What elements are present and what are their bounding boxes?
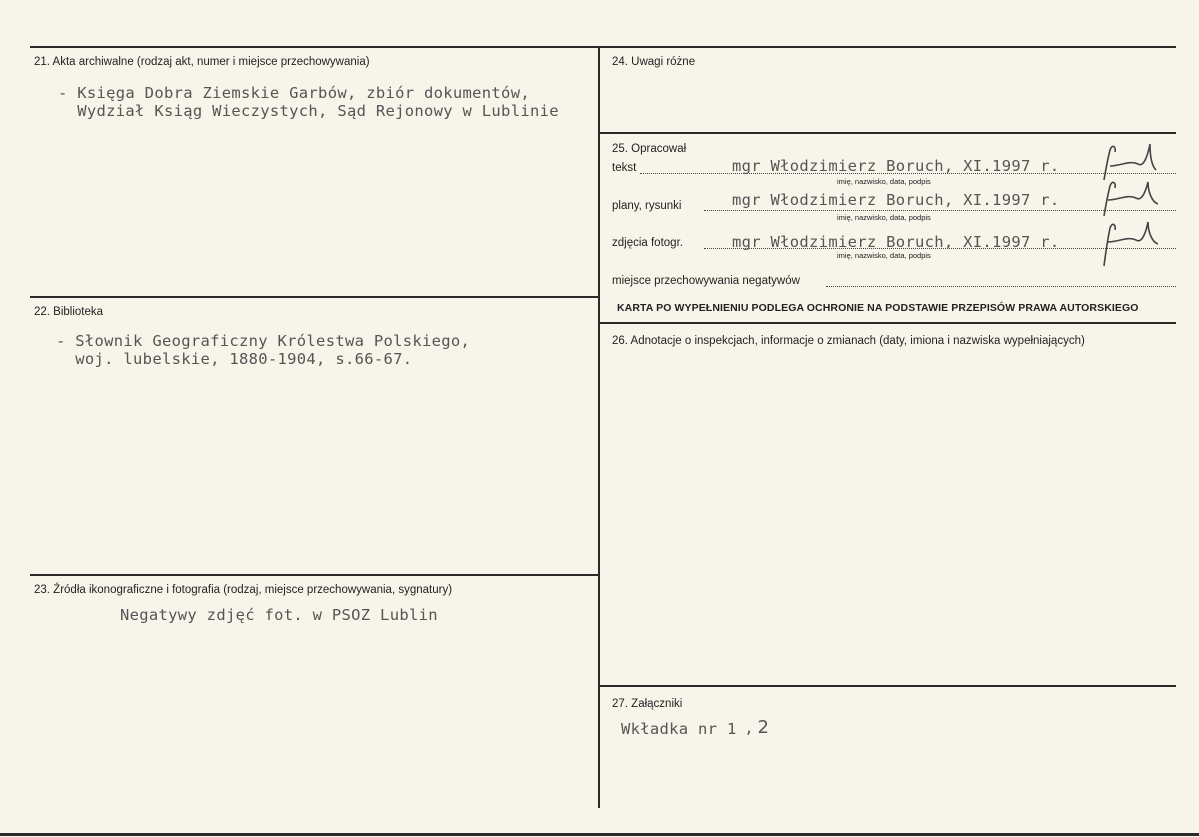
bottom-border <box>0 833 1199 836</box>
divider-22-23 <box>30 574 598 576</box>
section-21-line-1: - Księga Dobra Ziemskie Garbów, zbiór dokumentów, <box>58 84 530 102</box>
signature-plans-row <box>1096 176 1168 220</box>
author-row-text-hint: imię, nazwisko, data, podpis <box>837 177 931 186</box>
section-24-label: 24. Uwagi różne <box>612 56 696 68</box>
divider-21-22 <box>30 296 598 298</box>
center-divider <box>598 46 600 808</box>
section-22-label: 22. Biblioteka <box>34 306 104 318</box>
divider-26-27 <box>600 685 1176 687</box>
divider-25-26 <box>600 322 1176 324</box>
attachment-typed: Wkładka nr 1 <box>621 720 737 738</box>
section-22-line-1: - Słownik Geograficzny Królestwa Polskiego, <box>56 332 471 350</box>
signature-photos-row <box>1096 218 1168 268</box>
attachment-handwritten: , 2 <box>746 717 769 738</box>
top-border <box>30 46 1176 48</box>
copyright-note: KARTA PO WYPEŁNIENIU PODLEGA OCHRONIE NA PODSTAWIE PRZEPISÓW PRAWA AUTORSKIEGO <box>617 302 1139 314</box>
divider-24-25 <box>600 132 1176 134</box>
author-row-text-label: tekst <box>612 162 637 174</box>
author-row-photos-label: zdjęcia fotogr. <box>612 237 683 249</box>
section-21-line-2: Wydział Ksiąg Wieczystych, Sąd Rejonowy w Lublinie <box>58 102 559 120</box>
author-row-text-value: mgr Włodzimierz Boruch, XI.1997 r. <box>732 157 1060 175</box>
author-row-plans-value: mgr Włodzimierz Boruch, XI.1997 r. <box>732 191 1060 209</box>
section-25-label: 25. Opracował <box>612 143 687 155</box>
section-26-label: 26. Adnotacje o inspekcjach, informacje o zmianach (daty, imiona i nazwiska wypełniających) <box>612 335 1085 347</box>
section-27-label: 27. Załączniki <box>612 698 683 710</box>
section-23-label: 23. Źródła ikonograficzne i fotografia (rodzaj, miejsce przechowywania, sygnatury) <box>34 584 453 596</box>
author-row-plans-label: plany, rysunki <box>612 200 682 212</box>
negatives-location-label: miejsce przechowywania negatywów <box>612 275 800 287</box>
section-23-line-1: Negatywy zdjęć fot. w PSOZ Lublin <box>120 606 438 624</box>
author-row-plans-hint: imię, nazwisko, data, podpis <box>837 213 931 222</box>
section-22-line-2: woj. lubelskie, 1880-1904, s.66-67. <box>56 350 413 368</box>
author-row-photos-hint: imię, nazwisko, data, podpis <box>837 251 931 260</box>
author-row-photos-value: mgr Włodzimierz Boruch, XI.1997 r. <box>732 233 1060 251</box>
negatives-location-dots <box>826 286 1176 287</box>
section-21-label: 21. Akta archiwalne (rodzaj akt, numer i miejsce przechowywania) <box>34 56 370 68</box>
